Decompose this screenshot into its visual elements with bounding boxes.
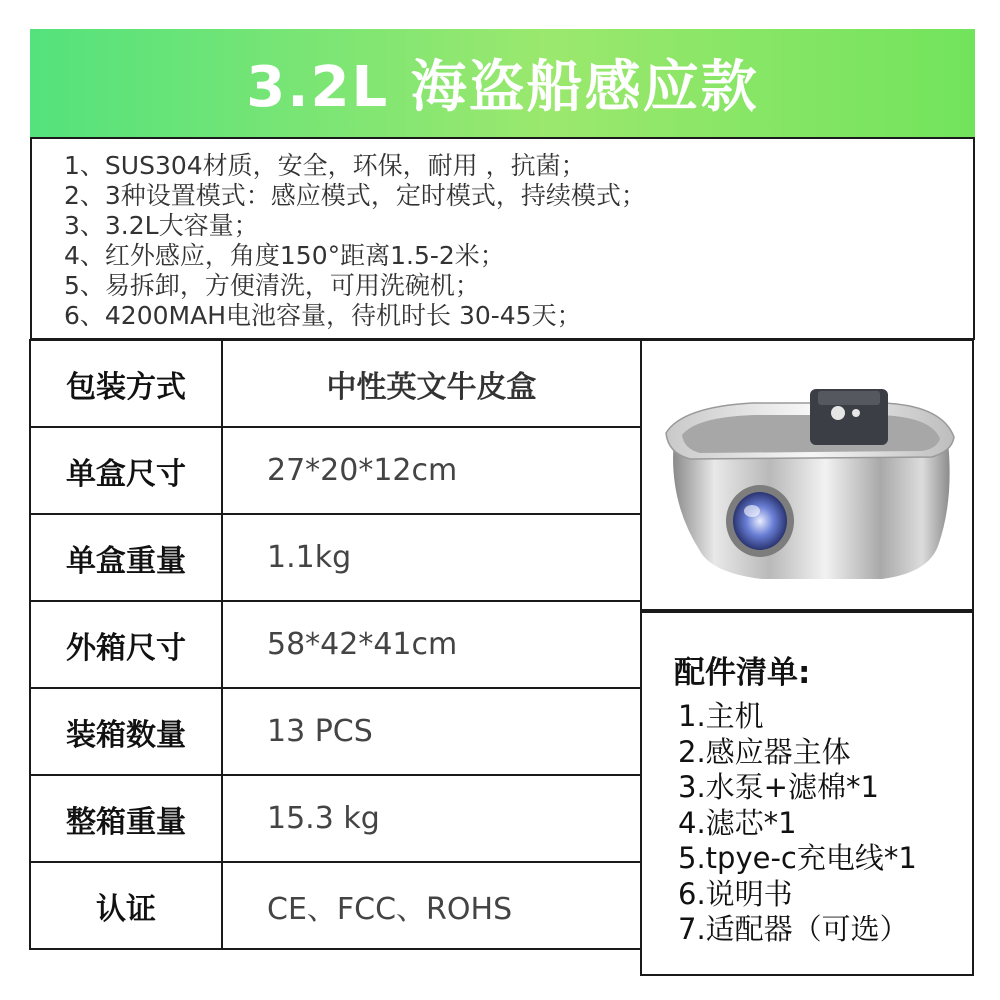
- spec-table: [29, 339, 642, 950]
- accessory-item: 2.感应器主体: [678, 734, 851, 769]
- accessory-item: 6.说明书: [678, 876, 793, 911]
- feature-item: 3、3.2L大容量；: [64, 211, 259, 240]
- spec-value-carton-weight: 15.3 kg: [222, 775, 641, 862]
- spec-label-box-weight: 单盒重量: [30, 514, 222, 601]
- table-row: [30, 514, 641, 601]
- feature-item: 1、SUS304材质，安全，环保，耐用 ，抗菌；: [64, 151, 586, 180]
- product-image: [642, 341, 972, 609]
- table-row: [30, 688, 641, 775]
- spec-value-box-weight: 1.1kg: [222, 514, 641, 601]
- accessory-list: [678, 699, 917, 948]
- feature-item: 5、易拆卸，方便清洗，可用洗碗机；: [64, 271, 480, 300]
- header-banner: [30, 29, 975, 137]
- features-box: [30, 137, 975, 340]
- spec-label-carton-weight: 整箱重量: [30, 775, 222, 862]
- page-title: 3.2L 海盗船感应款: [246, 55, 759, 120]
- spec-value-certification: CE、FCC、ROHS: [222, 862, 641, 949]
- feature-item: 4、红外感应，角度150°距离1.5-2米；: [64, 241, 505, 270]
- table-row: [30, 862, 641, 949]
- product-image-box: [640, 339, 974, 611]
- table-row: [30, 775, 641, 862]
- spec-label-certification: 认证: [30, 862, 222, 949]
- accessory-title: 配件清单:: [674, 655, 811, 691]
- table-row: [30, 427, 641, 514]
- spec-value-carton-size: 58*42*41cm: [222, 601, 641, 688]
- spec-label-packaging: 包装方式: [30, 340, 222, 427]
- accessory-item: 1.主机: [678, 699, 764, 733]
- spec-label-quantity: 装箱数量: [30, 688, 222, 775]
- table-row: [30, 340, 641, 427]
- spec-value-quantity: 13 PCS: [222, 688, 641, 775]
- features-list: [32, 139, 973, 331]
- spec-label-carton-size: 外箱尺寸: [30, 601, 222, 688]
- feature-item: 2、3种设置模式：感应模式，定时模式，持续模式；: [64, 181, 646, 210]
- table-row: [30, 601, 641, 688]
- accessory-item: 4.滤芯*1: [678, 805, 797, 840]
- accessory-list-box: [640, 611, 974, 976]
- spec-value-box-size: 27*20*12cm: [222, 427, 641, 514]
- accessory-item: 5.tpye-c充电线*1: [678, 841, 917, 875]
- spec-label-box-size: 单盒尺寸: [30, 427, 222, 514]
- accessory-item: 7.适配器（可选）: [678, 912, 909, 946]
- spec-value-packaging: 中性英文牛皮盒: [222, 340, 641, 427]
- feature-item: 6、4200MAH电池容量，待机时长 30-45天；: [64, 301, 582, 330]
- accessory-item: 3.水泵+滤棉*1: [678, 770, 879, 804]
